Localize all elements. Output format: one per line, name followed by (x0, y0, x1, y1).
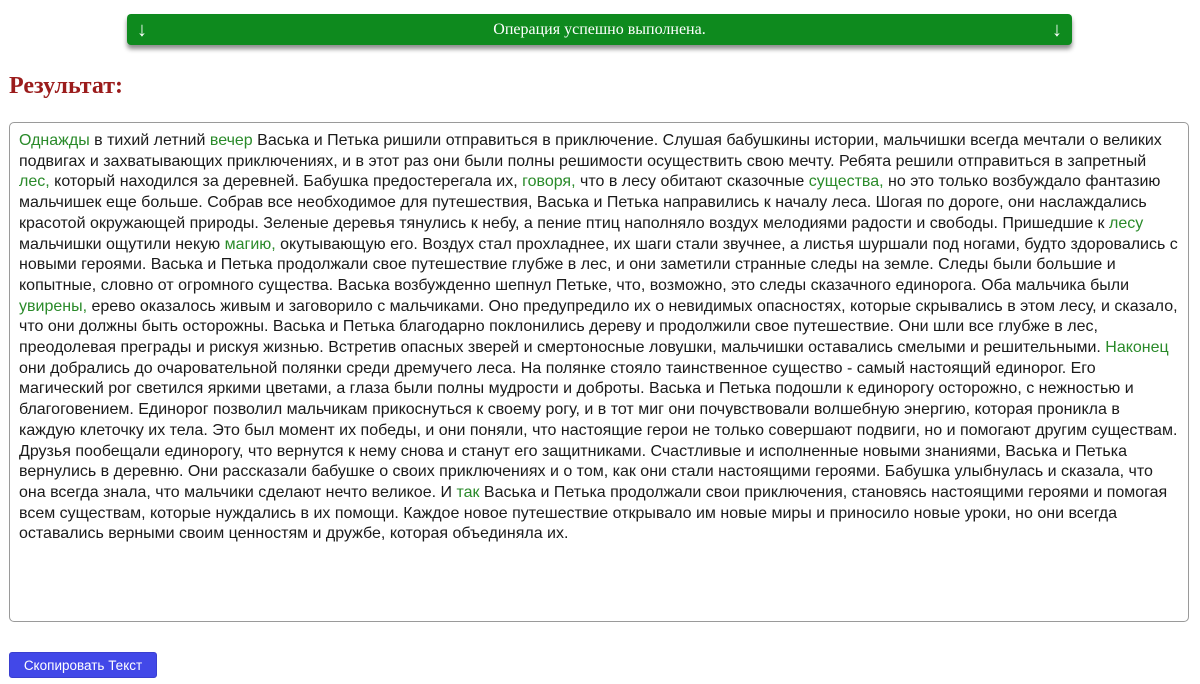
highlighted-word: Однажды (19, 132, 90, 149)
highlighted-word: вечер (209, 132, 253, 149)
text-segment: мальчишки ощутили некую (19, 235, 225, 253)
result-text-box[interactable] (9, 122, 1189, 622)
arrow-down-icon[interactable]: ↓ (137, 18, 147, 41)
arrow-down-icon[interactable]: ↓ (1052, 18, 1062, 41)
text-segment: они добрались до очаровательной полянки среди дремучего леса. На полянке стояло таинственное существо - самый настоящий единорог. Его магический рог светился яркими цветами, а глаза были полны мудрости и доброты. Васька и Петька подошли к единорогу осторожно, с нежностью и благоговением. Единорог позволил мальчикам прикоснуться к своему рогу, и в тот миг они почувствовали волшебную энергию, которая проникла в каждую клеточку их тела. Это был момент их победы, и они поняли, что настоящие герои не только совершают подвиги, но и помогают другим существам. Друзья пообещали единорогу, что вернутся к нему снова и станут его защитниками. Счастливые и исполненные новыми знаниями, Васька и Петька вернулись в деревню. Они рассказали бабушке о своих приключениях и о том, как они стали настоящими героями. Бабушка улыбнулась и сказала, что она всегда знала, что мальчики сделают нечто великое. И (19, 359, 1178, 501)
highlighted-word: существа, (808, 173, 884, 191)
text-segment: но это только возбуждало фантазию мальчишек еще больше. Собрав все необходимое для путешествия, Васька и Петька направились к началу леса. Шогая по дороге, они наслаждались красотой окружающей природы. Зеленые деревья тянулись к небу, а пение птиц наполняло воздух мелодиями радости и свободы. Пришедшие к (19, 173, 1161, 232)
highlighted-word: так (456, 483, 480, 501)
result-heading: Результат: (9, 73, 124, 99)
success-toast (127, 14, 1072, 45)
text-segment: окутывающую его. Воздух стал прохладнее, их шаги стали звучнее, а листья шуршали под ногами, будто здоровались с новыми героями. Васька и Петька продолжали свое путешествие глубже в лес, и они заметили странные следы на земле. Следы были большие и копытные, словно от огромного существа. Васька возбужденно шепнул Петьке, что, возможно, это следы сказачного единорога. Оба мальчика были (19, 235, 1178, 294)
text-segment: который находился за деревней. Бабушка предостерегала их, (49, 173, 523, 191)
text-segment: в тихий летний (89, 132, 210, 149)
text-segment: Васька и Петька ришили отправиться в приключение. Слушая бабушкины истории, мальчишки всегда мечтали о великих подвигах и захватывающих приключениях, и в этот раз они были полны решимости осуществить свою мечту. Ребята решили отправиться в запретный (19, 132, 1162, 170)
copy-text-button[interactable]: Скопировать Текст (9, 652, 157, 678)
highlighted-word: Наконец (1105, 339, 1169, 357)
highlighted-word: увирены, (19, 297, 88, 315)
toast-message: Операция успешно выполнена. (493, 20, 706, 38)
text-segment: Васька и Петька продолжали свои приключения, становясь настоящими героями и помогая всем существам, которые нуждались в их помощи. Каждое новое путешествие открывало им новые миры и приносило новые уроки, но они всегда оставались верными своим ценностям и дружбе, которая объединяла их. (19, 483, 1168, 543)
text-segment: что в лесу обитают сказочные (575, 173, 809, 191)
highlighted-word: лес, (19, 173, 50, 191)
highlighted-word: лесу (1109, 214, 1144, 232)
highlighted-word: магию, (224, 235, 276, 253)
highlighted-word: говоря, (522, 173, 576, 191)
text-segment: ерево оказалось живым и заговорило с мальчиками. Оно предупредило их о невидимых опасностях, которые скрывались в этом лесу, и сказало, что они должны быть осторожны. Васька и Петька благодарно поклонились дереву и продолжили свое путешествие. Они шли все глубже в лес, преодолевая преграды и рискуя жизнью. Встретив опасных зверей и смертоносные ловушки, мальчишки оставались смелыми и решительными. (19, 297, 1178, 357)
